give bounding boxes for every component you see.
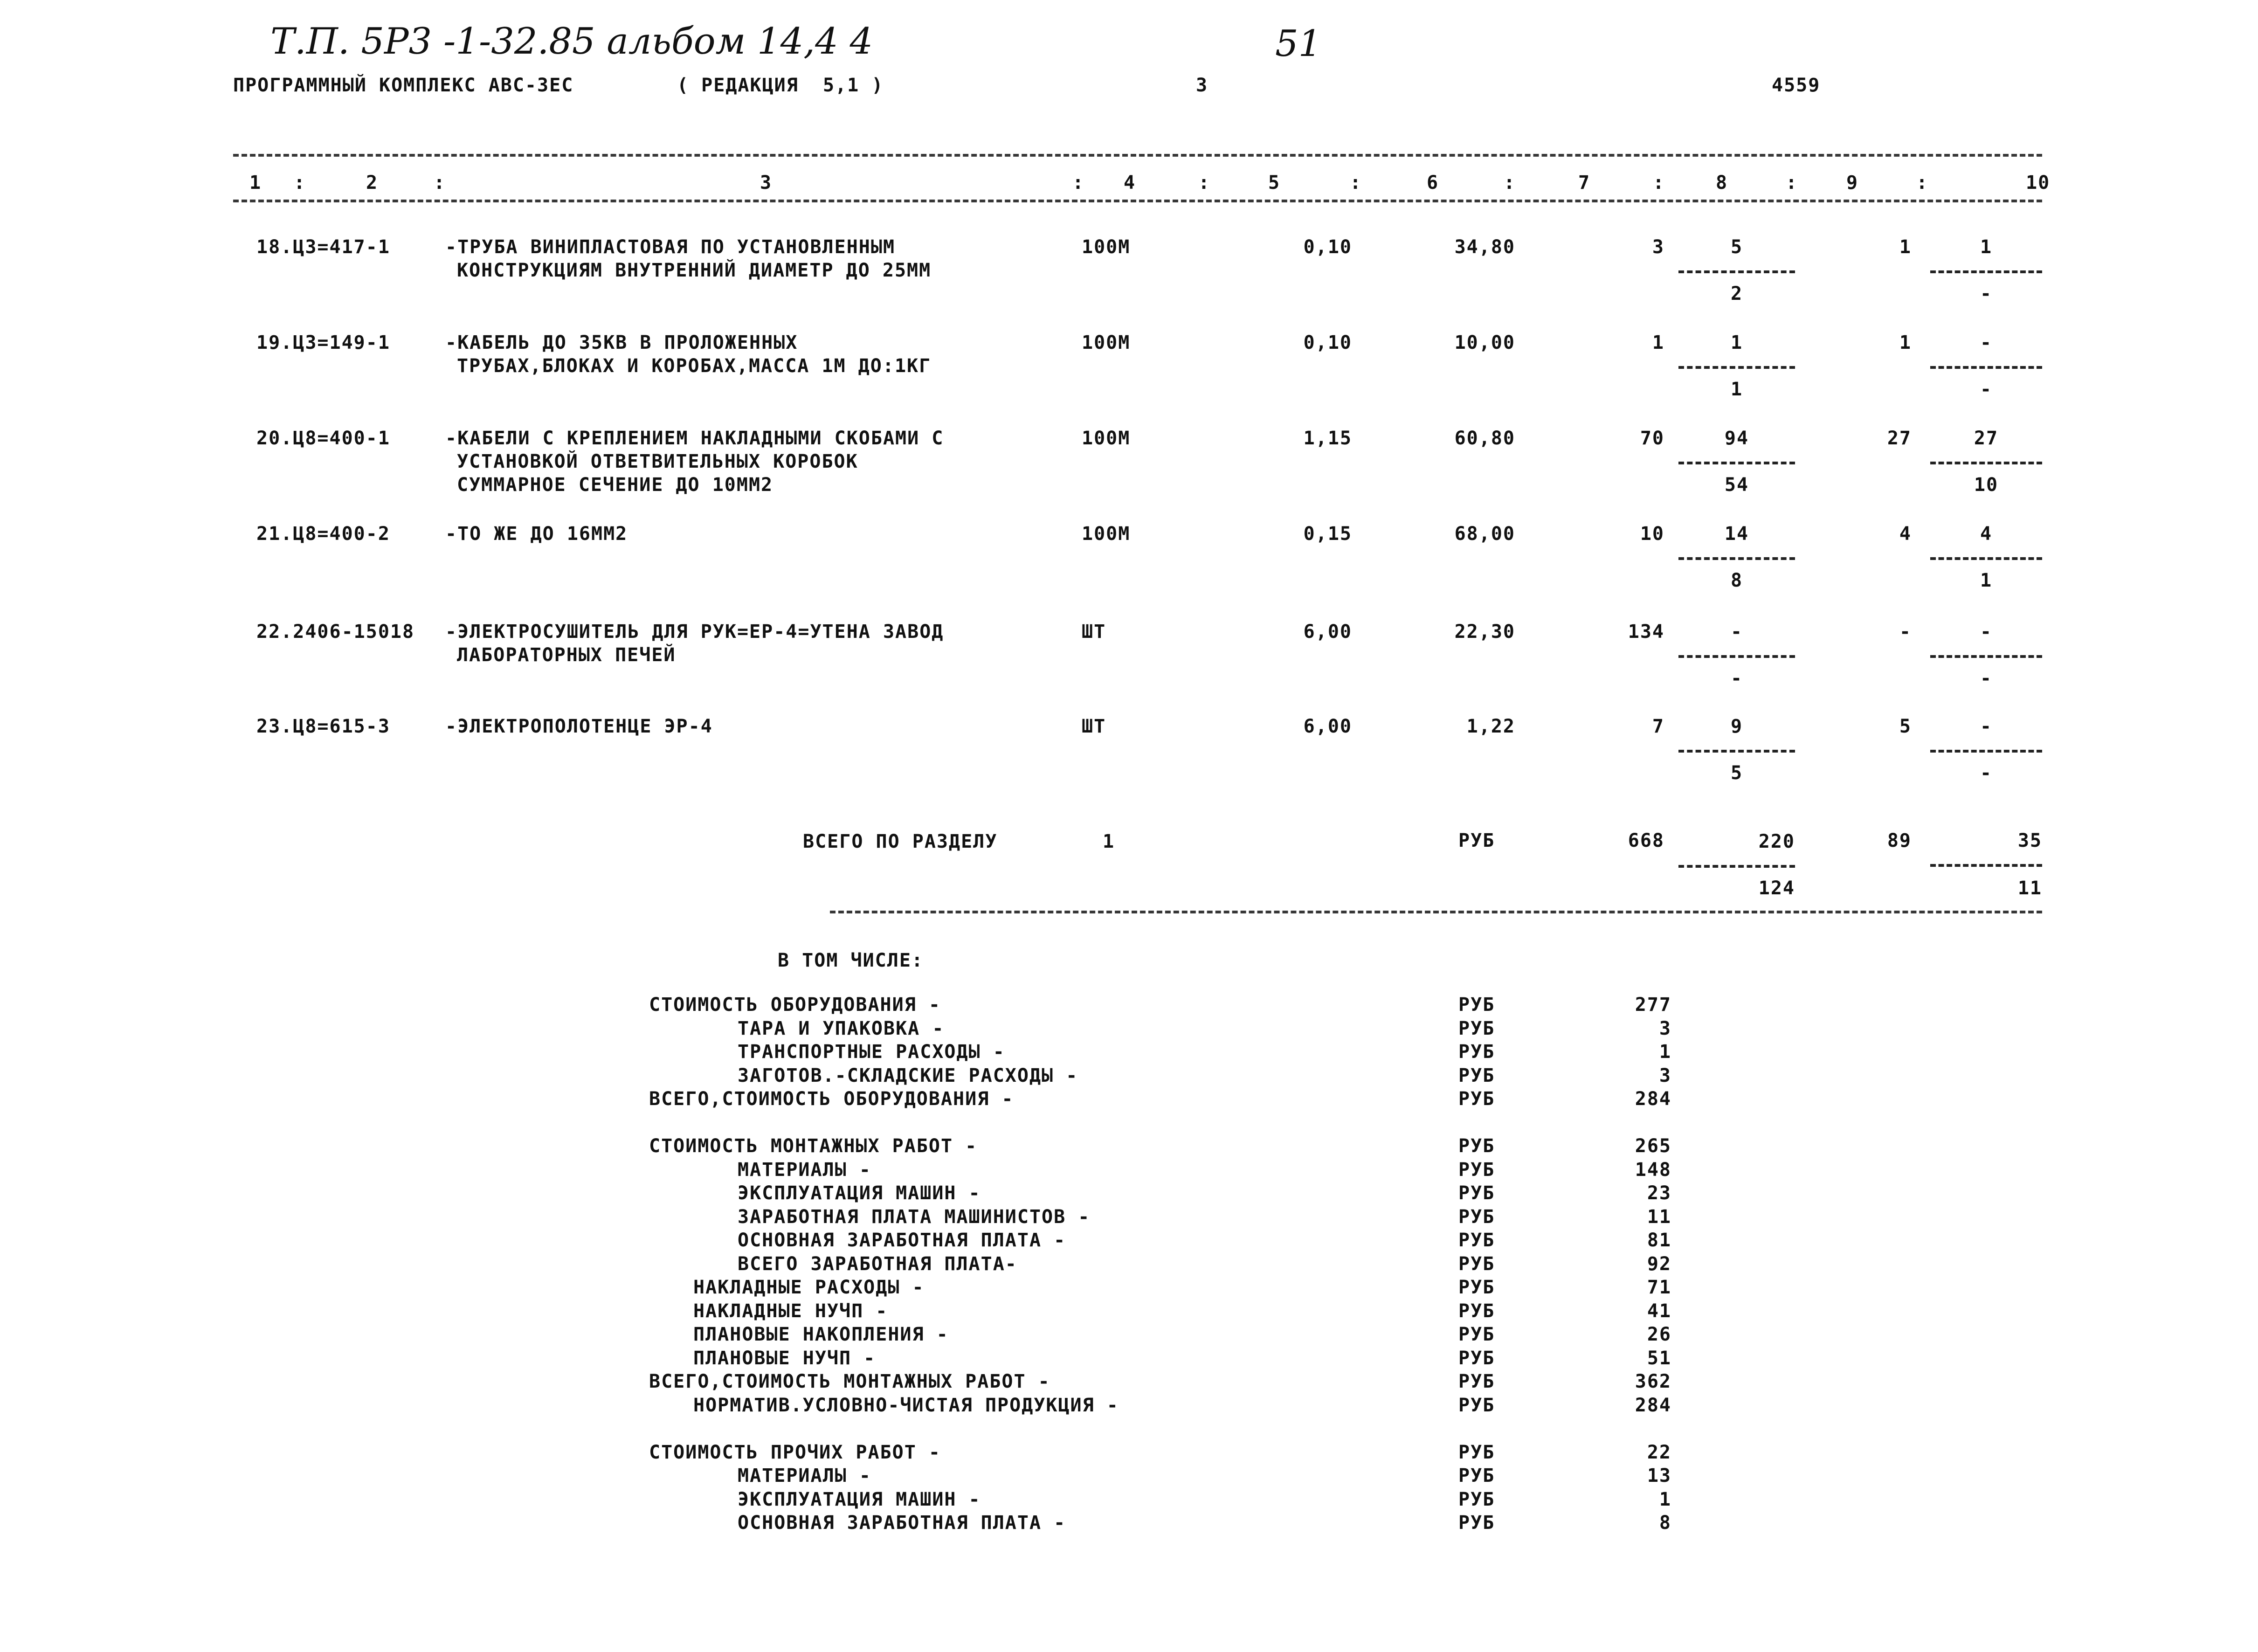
row-quantity: 6,00	[1303, 621, 1352, 643]
row-col10-top: 4	[1980, 523, 1993, 545]
row-col9: -	[1899, 621, 1912, 643]
summary-value: 51	[1647, 1348, 1671, 1369]
including-heading: В ТОМ ЧИСЛЕ:	[778, 950, 924, 971]
summary-label: ЗАРАБОТНАЯ ПЛАТА МАШИНИСТОВ -	[738, 1206, 1091, 1228]
summary-unit: РУБ	[1458, 1206, 1495, 1228]
summary-label: МАТЕРИАЛЫ -	[738, 1465, 871, 1486]
row-col10-bottom: -	[1980, 762, 1993, 784]
row-col8-top: 5	[1730, 236, 1743, 258]
row-col10-fraction-bar	[1930, 557, 2042, 560]
total-bottom-rule	[830, 911, 2042, 913]
table-header-rule	[233, 200, 2042, 202]
summary-value: 26	[1647, 1324, 1671, 1345]
summary-unit: РУБ	[1458, 1182, 1495, 1204]
summary-label: ОСНОВНАЯ ЗАРАБОТНАЯ ПЛАТА -	[738, 1512, 1066, 1534]
summary-unit: РУБ	[1458, 1489, 1495, 1510]
row-col9: 4	[1899, 523, 1912, 545]
row-col10-fraction-bar	[1930, 270, 2042, 273]
summary-label: МАТЕРИАЛЫ -	[738, 1159, 871, 1181]
row-code: 19.Ц3=149-1	[256, 332, 390, 353]
total-unit: РУБ	[1458, 830, 1495, 851]
row-description: -ТО ЖЕ ДО 16ММ2	[445, 523, 628, 545]
column-header: 2	[366, 172, 379, 194]
row-col7: 3	[1652, 236, 1664, 258]
summary-unit: РУБ	[1458, 1300, 1495, 1322]
total-col4: 1	[1103, 831, 1115, 852]
row-unit: 100М	[1082, 523, 1131, 545]
summary-label: ПЛАНОВЫЕ НАКОПЛЕНИЯ -	[693, 1324, 949, 1345]
column-separator: :	[1072, 172, 1085, 194]
row-col8-fraction-bar	[1678, 366, 1795, 369]
summary-unit: РУБ	[1458, 1253, 1495, 1275]
summary-value: 284	[1635, 1088, 1671, 1110]
row-code: 18.Ц3=417-1	[256, 236, 390, 258]
row-quantity: 0,10	[1303, 236, 1352, 258]
row-col10-fraction-bar	[1930, 366, 2042, 369]
summary-label: ВСЕГО,СТОИМОСТЬ МОНТАЖНЫХ РАБОТ -	[649, 1371, 1050, 1392]
summary-value: 71	[1647, 1277, 1671, 1298]
total-col8-top: 220	[1758, 831, 1795, 852]
summary-value: 3	[1659, 1065, 1671, 1086]
program-title: ПРОГРАММНЫЙ КОМПЛЕКС АВС-3ЕС	[233, 75, 574, 96]
row-unit: ШТ	[1082, 621, 1106, 643]
summary-unit: РУБ	[1458, 1230, 1495, 1251]
row-col10-top: -	[1980, 716, 1993, 737]
total-col10-fraction-bar	[1930, 864, 2042, 867]
summary-label: ВСЕГО ЗАРАБОТНАЯ ПЛАТА-	[738, 1253, 1017, 1275]
row-col9: 1	[1899, 332, 1912, 353]
total-col8-fraction-bar	[1678, 865, 1795, 868]
row-col8-bottom: -	[1730, 668, 1743, 689]
summary-unit: РУБ	[1458, 1041, 1495, 1063]
row-description: УСТАНОВКОЙ ОТВЕТВИТЕЛЬНЫХ КОРОБОК	[457, 451, 858, 472]
handwritten-reference: Т.П. 5Р3 -1-32.85 альбом 14,4 4	[270, 21, 873, 62]
row-col8-top: 9	[1730, 716, 1743, 737]
row-unit-price: 60,80	[1454, 428, 1515, 449]
row-code: 20.Ц8=400-1	[256, 428, 390, 449]
summary-unit: РУБ	[1458, 1018, 1495, 1039]
summary-label: ВСЕГО,СТОИМОСТЬ ОБОРУДОВАНИЯ -	[649, 1088, 1014, 1110]
row-description: ТРУБАХ,БЛОКАХ И КОРОБАХ,МАССА 1М ДО:1КГ	[457, 355, 932, 377]
column-separator: :	[1504, 172, 1516, 194]
column-separator: :	[1653, 172, 1665, 194]
row-col8-top: 14	[1724, 523, 1749, 545]
row-unit: ШТ	[1082, 716, 1106, 737]
edition-label: ( РЕДАКЦИЯ 5,1 )	[677, 75, 884, 96]
row-col10-top: -	[1980, 621, 1993, 643]
row-col8-top: 1	[1730, 332, 1743, 353]
column-header: 6	[1427, 172, 1439, 194]
row-description: -ТРУБА ВИНИПЛАСТОВАЯ ПО УСТАНОВЛЕННЫМ	[445, 236, 896, 258]
total-col8-bottom: 124	[1758, 878, 1795, 899]
row-unit: 100М	[1082, 332, 1131, 353]
row-col10-bottom: -	[1980, 283, 1993, 304]
row-description: -КАБЕЛИ С КРЕПЛЕНИЕМ НАКЛАДНЫМИ СКОБАМИ С	[445, 428, 944, 449]
row-col10-top: -	[1980, 332, 1993, 353]
row-col7: 10	[1640, 523, 1664, 545]
summary-value: 1	[1659, 1041, 1671, 1063]
summary-value: 23	[1647, 1182, 1671, 1204]
summary-label: ЭКСПЛУАТАЦИЯ МАШИН -	[738, 1489, 981, 1510]
row-col9: 5	[1899, 716, 1912, 737]
column-separator: :	[434, 172, 446, 194]
column-separator: :	[1786, 172, 1798, 194]
summary-value: 92	[1647, 1253, 1671, 1275]
row-unit: 100М	[1082, 428, 1131, 449]
summary-value: 41	[1647, 1300, 1671, 1322]
row-description: СУММАРНОЕ СЕЧЕНИЕ ДО 10ММ2	[457, 474, 773, 496]
summary-label: СТОИМОСТЬ МОНТАЖНЫХ РАБОТ -	[649, 1135, 978, 1157]
row-col10-fraction-bar	[1930, 750, 2042, 753]
handwritten-page-number: 51	[1275, 23, 1322, 65]
total-col9: 89	[1887, 830, 1912, 851]
summary-value: 284	[1635, 1395, 1671, 1416]
row-col10-bottom: -	[1980, 379, 1993, 400]
row-col8-bottom: 5	[1730, 762, 1743, 784]
summary-label: НОРМАТИВ.УСЛОВНО-ЧИСТАЯ ПРОДУКЦИЯ -	[693, 1395, 1119, 1416]
summary-label: НАКЛАДНЫЕ НУЧП -	[693, 1300, 888, 1322]
summary-unit: РУБ	[1458, 1371, 1495, 1392]
summary-unit: РУБ	[1458, 1088, 1495, 1110]
summary-unit: РУБ	[1458, 1065, 1495, 1086]
row-col9: 27	[1887, 428, 1912, 449]
row-col8-bottom: 54	[1724, 474, 1749, 496]
row-unit-price: 1,22	[1466, 716, 1515, 737]
summary-label: ПЛАНОВЫЕ НУЧП -	[693, 1348, 876, 1369]
summary-value: 22	[1647, 1442, 1671, 1463]
row-code: 23.Ц8=615-3	[256, 716, 390, 737]
table-top-rule	[233, 154, 2042, 157]
summary-unit: РУБ	[1458, 994, 1495, 1016]
total-col10-bottom: 11	[2017, 878, 2042, 899]
summary-unit: РУБ	[1458, 1159, 1495, 1181]
summary-label: СТОИМОСТЬ ОБОРУДОВАНИЯ -	[649, 994, 941, 1016]
row-col10-bottom: 10	[1974, 474, 1999, 496]
row-unit-price: 68,00	[1454, 523, 1515, 545]
column-header: 5	[1268, 172, 1281, 194]
summary-value: 1	[1659, 1489, 1671, 1510]
row-quantity: 0,10	[1303, 332, 1352, 353]
row-col8-top: 94	[1724, 428, 1749, 449]
summary-unit: РУБ	[1458, 1512, 1495, 1534]
column-header: 9	[1846, 172, 1859, 194]
row-col8-bottom: 1	[1730, 379, 1743, 400]
row-quantity: 1,15	[1303, 428, 1352, 449]
row-col8-fraction-bar	[1678, 270, 1795, 273]
column-separator: :	[1916, 172, 1929, 194]
row-quantity: 6,00	[1303, 716, 1352, 737]
summary-label: ТАРА И УПАКОВКА -	[738, 1018, 945, 1039]
summary-value: 362	[1635, 1371, 1671, 1392]
row-col8-bottom: 8	[1730, 570, 1743, 591]
column-header: 4	[1124, 172, 1136, 194]
summary-label: СТОИМОСТЬ ПРОЧИХ РАБОТ -	[649, 1442, 941, 1463]
row-unit-price: 34,80	[1454, 236, 1515, 258]
summary-unit: РУБ	[1458, 1135, 1495, 1157]
row-description: -КАБЕЛЬ ДО 35КВ В ПРОЛОЖЕННЫХ	[445, 332, 798, 353]
row-col7: 70	[1640, 428, 1664, 449]
summary-unit: РУБ	[1458, 1348, 1495, 1369]
summary-unit: РУБ	[1458, 1465, 1495, 1486]
column-header: 7	[1578, 172, 1591, 194]
row-description: КОНСТРУКЦИЯМ ВНУТРЕННИЙ ДИАМЕТР ДО 25ММ	[457, 260, 932, 281]
summary-value: 265	[1635, 1135, 1671, 1157]
row-unit: 100М	[1082, 236, 1131, 258]
row-unit-price: 22,30	[1454, 621, 1515, 643]
row-code: 22.2406-15018	[256, 621, 415, 643]
summary-unit: РУБ	[1458, 1442, 1495, 1463]
total-col10-top: 35	[2017, 830, 2042, 851]
row-col10-top: 27	[1974, 428, 1999, 449]
summary-value: 3	[1659, 1018, 1671, 1039]
summary-value: 11	[1647, 1206, 1671, 1228]
summary-label: ТРАНСПОРТНЫЕ РАСХОДЫ -	[738, 1041, 1005, 1063]
row-description: ЛАБОРАТОРНЫХ ПЕЧЕЙ	[457, 644, 676, 666]
sheet-number: 3	[1196, 75, 1208, 96]
row-col10-fraction-bar	[1930, 655, 2042, 658]
row-col7: 7	[1652, 716, 1664, 737]
column-separator: :	[294, 172, 306, 194]
column-header: 8	[1716, 172, 1728, 194]
summary-label: ЭКСПЛУАТАЦИЯ МАШИН -	[738, 1182, 981, 1204]
summary-unit: РУБ	[1458, 1277, 1495, 1298]
column-header: 10	[2026, 172, 2051, 194]
summary-label: НАКЛАДНЫЕ РАСХОДЫ -	[693, 1277, 925, 1298]
row-col10-fraction-bar	[1930, 462, 2042, 464]
row-col9: 1	[1899, 236, 1912, 258]
summary-value: 81	[1647, 1230, 1671, 1251]
summary-value: 13	[1647, 1465, 1671, 1486]
row-col8-fraction-bar	[1678, 750, 1795, 753]
row-col7: 134	[1628, 621, 1664, 643]
summary-label: ЗАГОТОВ.-СКЛАДСКИЕ РАСХОДЫ -	[738, 1065, 1078, 1086]
row-col8-top: -	[1730, 621, 1743, 643]
row-col8-fraction-bar	[1678, 655, 1795, 658]
column-header: 1	[249, 172, 262, 194]
document-code: 4559	[1772, 75, 1821, 96]
column-separator: :	[1350, 172, 1362, 194]
total-col7: 668	[1628, 830, 1664, 851]
summary-unit: РУБ	[1458, 1395, 1495, 1416]
row-col8-fraction-bar	[1678, 557, 1795, 560]
row-col8-fraction-bar	[1678, 462, 1795, 464]
summary-unit: РУБ	[1458, 1324, 1495, 1345]
summary-value: 148	[1635, 1159, 1671, 1181]
row-col8-bottom: 2	[1730, 283, 1743, 304]
summary-value: 8	[1659, 1512, 1671, 1534]
row-col7: 1	[1652, 332, 1664, 353]
row-code: 21.Ц8=400-2	[256, 523, 390, 545]
row-description: -ЭЛЕКТРОСУШИТЕЛЬ ДЛЯ РУК=ЕР-4=УТЕНА ЗАВОД	[445, 621, 944, 643]
column-header: 3	[760, 172, 773, 194]
column-separator: :	[1198, 172, 1211, 194]
summary-value: 277	[1635, 994, 1671, 1016]
row-description: -ЭЛЕКТРОПОЛОТЕНЦЕ ЭР-4	[445, 716, 713, 737]
row-col10-bottom: -	[1980, 668, 1993, 689]
summary-label: ОСНОВНАЯ ЗАРАБОТНАЯ ПЛАТА -	[738, 1230, 1066, 1251]
row-quantity: 0,15	[1303, 523, 1352, 545]
row-col10-bottom: 1	[1980, 570, 1993, 591]
total-label: ВСЕГО ПО РАЗДЕЛУ	[803, 831, 998, 852]
row-unit-price: 10,00	[1454, 332, 1515, 353]
row-col10-top: 1	[1980, 236, 1993, 258]
